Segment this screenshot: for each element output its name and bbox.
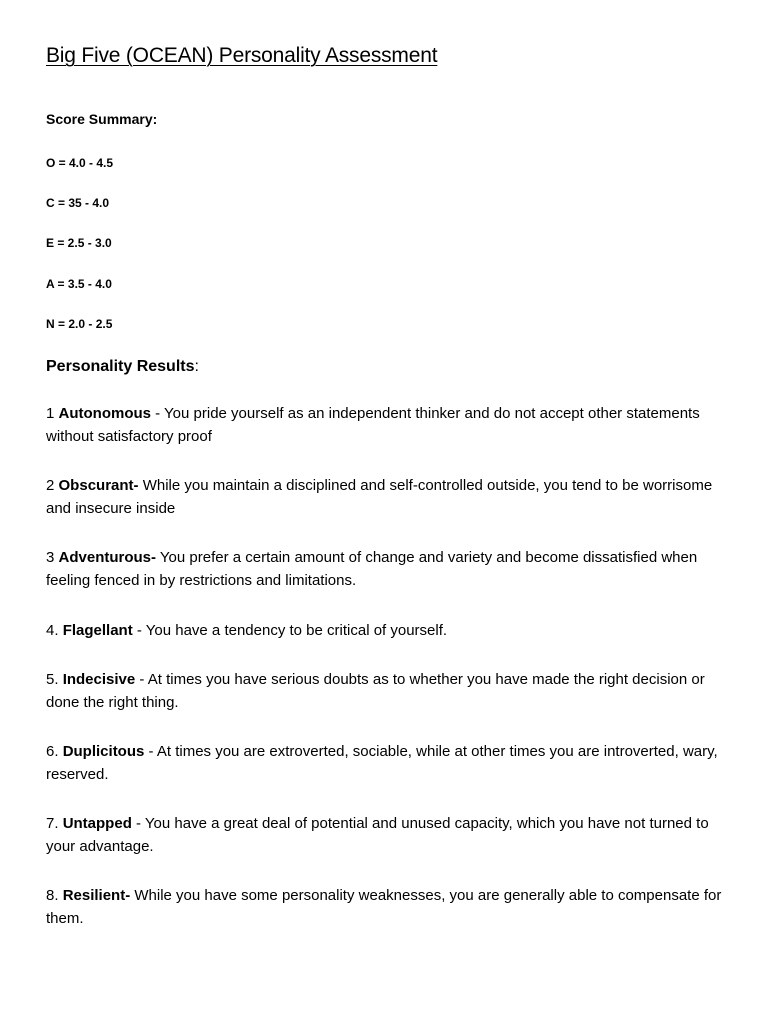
result-description: While you maintain a disciplined and self-controlled outside, you tend to be worrisome and insecure inside bbox=[46, 477, 713, 517]
result-item-1 bbox=[46, 403, 726, 448]
score-line-openness: O = 4.0 - 4.5 bbox=[46, 156, 114, 170]
result-item-6 bbox=[46, 741, 726, 786]
document-title: Big Five (OCEAN) Personality Assessment bbox=[46, 44, 438, 67]
result-term: Untapped bbox=[62, 815, 132, 832]
result-description: - At times you are extroverted, sociable, while at other times you are introverted, wary, reserved. bbox=[46, 743, 718, 783]
result-item-3 bbox=[46, 547, 726, 592]
result-term: Duplicitous bbox=[62, 743, 145, 760]
score-line-extraversion: E = 2.5 - 3.0 bbox=[46, 236, 112, 250]
result-description: While you have some personality weaknesses, you are generally able to compensate for them. bbox=[46, 887, 722, 927]
score-line-agreeableness: A = 3.5 - 4.0 bbox=[46, 277, 112, 291]
score-summary-heading: Score Summary: bbox=[46, 111, 158, 127]
result-number: 1 bbox=[46, 405, 59, 422]
result-term: Flagellant bbox=[62, 622, 133, 639]
result-number: 3 bbox=[46, 549, 59, 566]
score-line-neuroticism: N = 2.0 - 2.5 bbox=[46, 317, 113, 331]
result-number: 2 bbox=[46, 477, 59, 494]
result-number: 7. bbox=[46, 815, 63, 832]
result-item-7 bbox=[46, 813, 726, 858]
result-description: - At times you have serious doubts as to whether you have made the right decision or done the right thing. bbox=[46, 671, 705, 711]
result-term: Indecisive bbox=[62, 671, 136, 688]
result-term: Autonomous bbox=[58, 405, 151, 422]
result-term: Adventurous- bbox=[58, 549, 157, 566]
personality-results-heading bbox=[46, 358, 199, 376]
result-description: You prefer a certain amount of change and variety and become dissatisfied when feeling fenced in by restrictions and limitations. bbox=[46, 549, 698, 589]
result-description: - You pride yourself as an independent thinker and do not accept other statements without satisfactory proof bbox=[46, 405, 700, 445]
result-number: 4. bbox=[46, 622, 63, 639]
result-item-5 bbox=[46, 669, 726, 714]
personality-results-heading-text: Personality Results bbox=[46, 358, 195, 375]
result-number: 6. bbox=[46, 743, 63, 760]
result-item-8 bbox=[46, 885, 726, 930]
result-item-4 bbox=[46, 620, 726, 643]
result-number: 5. bbox=[46, 671, 63, 688]
score-line-conscientiousness: C = 35 - 4.0 bbox=[46, 196, 110, 210]
result-item-2 bbox=[46, 475, 726, 520]
personality-results-heading-colon: : bbox=[194, 358, 199, 375]
result-number: 8. bbox=[46, 887, 63, 904]
result-term: Resilient- bbox=[62, 887, 131, 904]
result-term: Obscurant- bbox=[58, 477, 139, 494]
result-description: - You have a tendency to be critical of yourself. bbox=[132, 622, 448, 639]
result-description: - You have a great deal of potential and unused capacity, which you have not turned to your advantage. bbox=[46, 815, 709, 855]
